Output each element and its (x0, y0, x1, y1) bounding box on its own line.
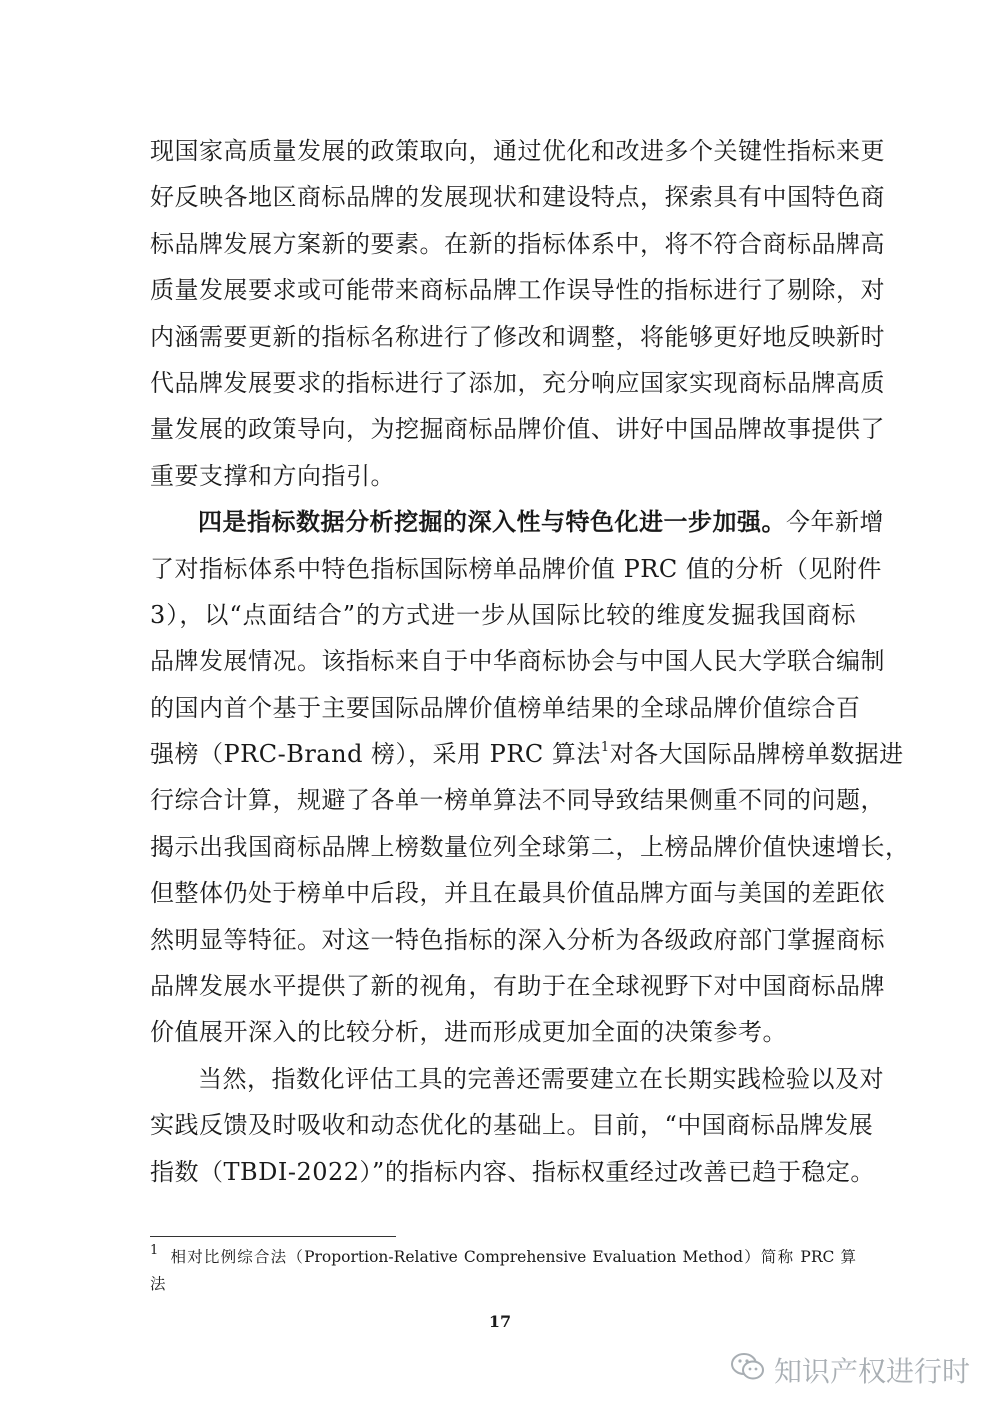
body-line: 好反映各地区商标品牌的发展现状和建设特点，探索具有中国特色商 (150, 183, 885, 212)
watermark (730, 1352, 970, 1388)
body-line: 了对指标体系中特色指标国际榜单品牌价值 PRC 值的分析（见附件 (150, 554, 882, 583)
body-line: 内涵需要更新的指标名称进行了修改和调整，将能够更好地反映新时 (150, 322, 885, 351)
body-line (150, 499, 884, 545)
body-line: 量发展的政策导向，为挖掘商标品牌价值、讲好中国品牌故事提供了 (150, 415, 885, 444)
body-text (150, 128, 910, 1195)
body-line: 实践反馈及时吸收和动态优化的基础上。目前，“中国商标品牌发展 (150, 1111, 874, 1140)
body-line: 品牌发展水平提供了新的视角，有助于在全球视野下对中国商标品牌 (150, 972, 885, 1001)
body-line: 品牌发展情况。该指标来自于中华商标协会与中国人民大学联合编制 (150, 647, 885, 676)
watermark-text: 知识产权进行时 (773, 1355, 970, 1388)
body-line-text: 今年新增 (786, 508, 884, 537)
footnote-line: 法 (150, 1275, 166, 1293)
body-line: 价值展开深入的比较分析，进而形成更加全面的决策参考。 (150, 1018, 787, 1047)
body-line: 的国内首个基于主要国际品牌价值榜单结果的全球品牌价值综合百 (150, 693, 861, 722)
body-line: 当然，指数化评估工具的完善还需要建立在长期实践检验以及对 (198, 1064, 884, 1093)
body-line-text: 对各大国际品牌榜单数据进 (609, 740, 904, 769)
body-line: 然明显等特征。对这一特色指标的深入分析为各级政府部门掌握商标 (150, 925, 885, 954)
body-line (150, 731, 904, 777)
body-line: 揭示出我国商标品牌上榜数量位列全球第二，上榜品牌价值快速增长， (150, 832, 910, 861)
footnote (150, 1244, 856, 1298)
footnote-ref[interactable]: 1 (600, 740, 610, 756)
body-line: 代品牌发展要求的指标进行了添加，充分响应国家实现商标品牌高质 (150, 368, 885, 397)
body-line: 重要支撑和方向指引。 (150, 461, 395, 490)
footnote-marker: 1 (150, 1242, 159, 1258)
body-line: 行综合计算，规避了各单一榜单算法不同导致结果侧重不同的问题， (150, 786, 885, 815)
footnote-line (150, 1244, 856, 1271)
body-line: 现国家高质量发展的政策取向，通过优化和改进多个关键性指标来更 (150, 137, 885, 165)
body-line: 但整体仍处于榜单中后段，并且在最具价值品牌方面与美国的差距依 (150, 879, 885, 908)
body-line-text: 强榜（PRC-Brand 榜），采用 PRC 算法 (150, 740, 601, 769)
body-line: 指数（TBDI-2022）”的指标内容、指标权重经过改善已趋于稳定。 (150, 1157, 875, 1186)
wechat-icon (730, 1351, 766, 1390)
paragraph-heading: 四是指标数据分析挖掘的深入性与特色化进一步加强。 (198, 507, 786, 537)
body-line: 标品牌发展方案新的要素。在新的指标体系中，将不符合商标品牌高 (150, 229, 885, 258)
body-line: 3），以“点面结合”的方式进一步从国际比较的维度发掘我国商标 (150, 600, 856, 629)
footnote-divider (150, 1236, 396, 1237)
page-number: 17 (488, 1312, 512, 1331)
body-line: 质量发展要求或可能带来商标品牌工作误导性的指标进行了剔除，对 (150, 276, 885, 305)
footnote-text: 相对比例综合法（Proportion-Relative Comprehensive Evaluation Method）简称 PRC 算 (170, 1248, 857, 1266)
